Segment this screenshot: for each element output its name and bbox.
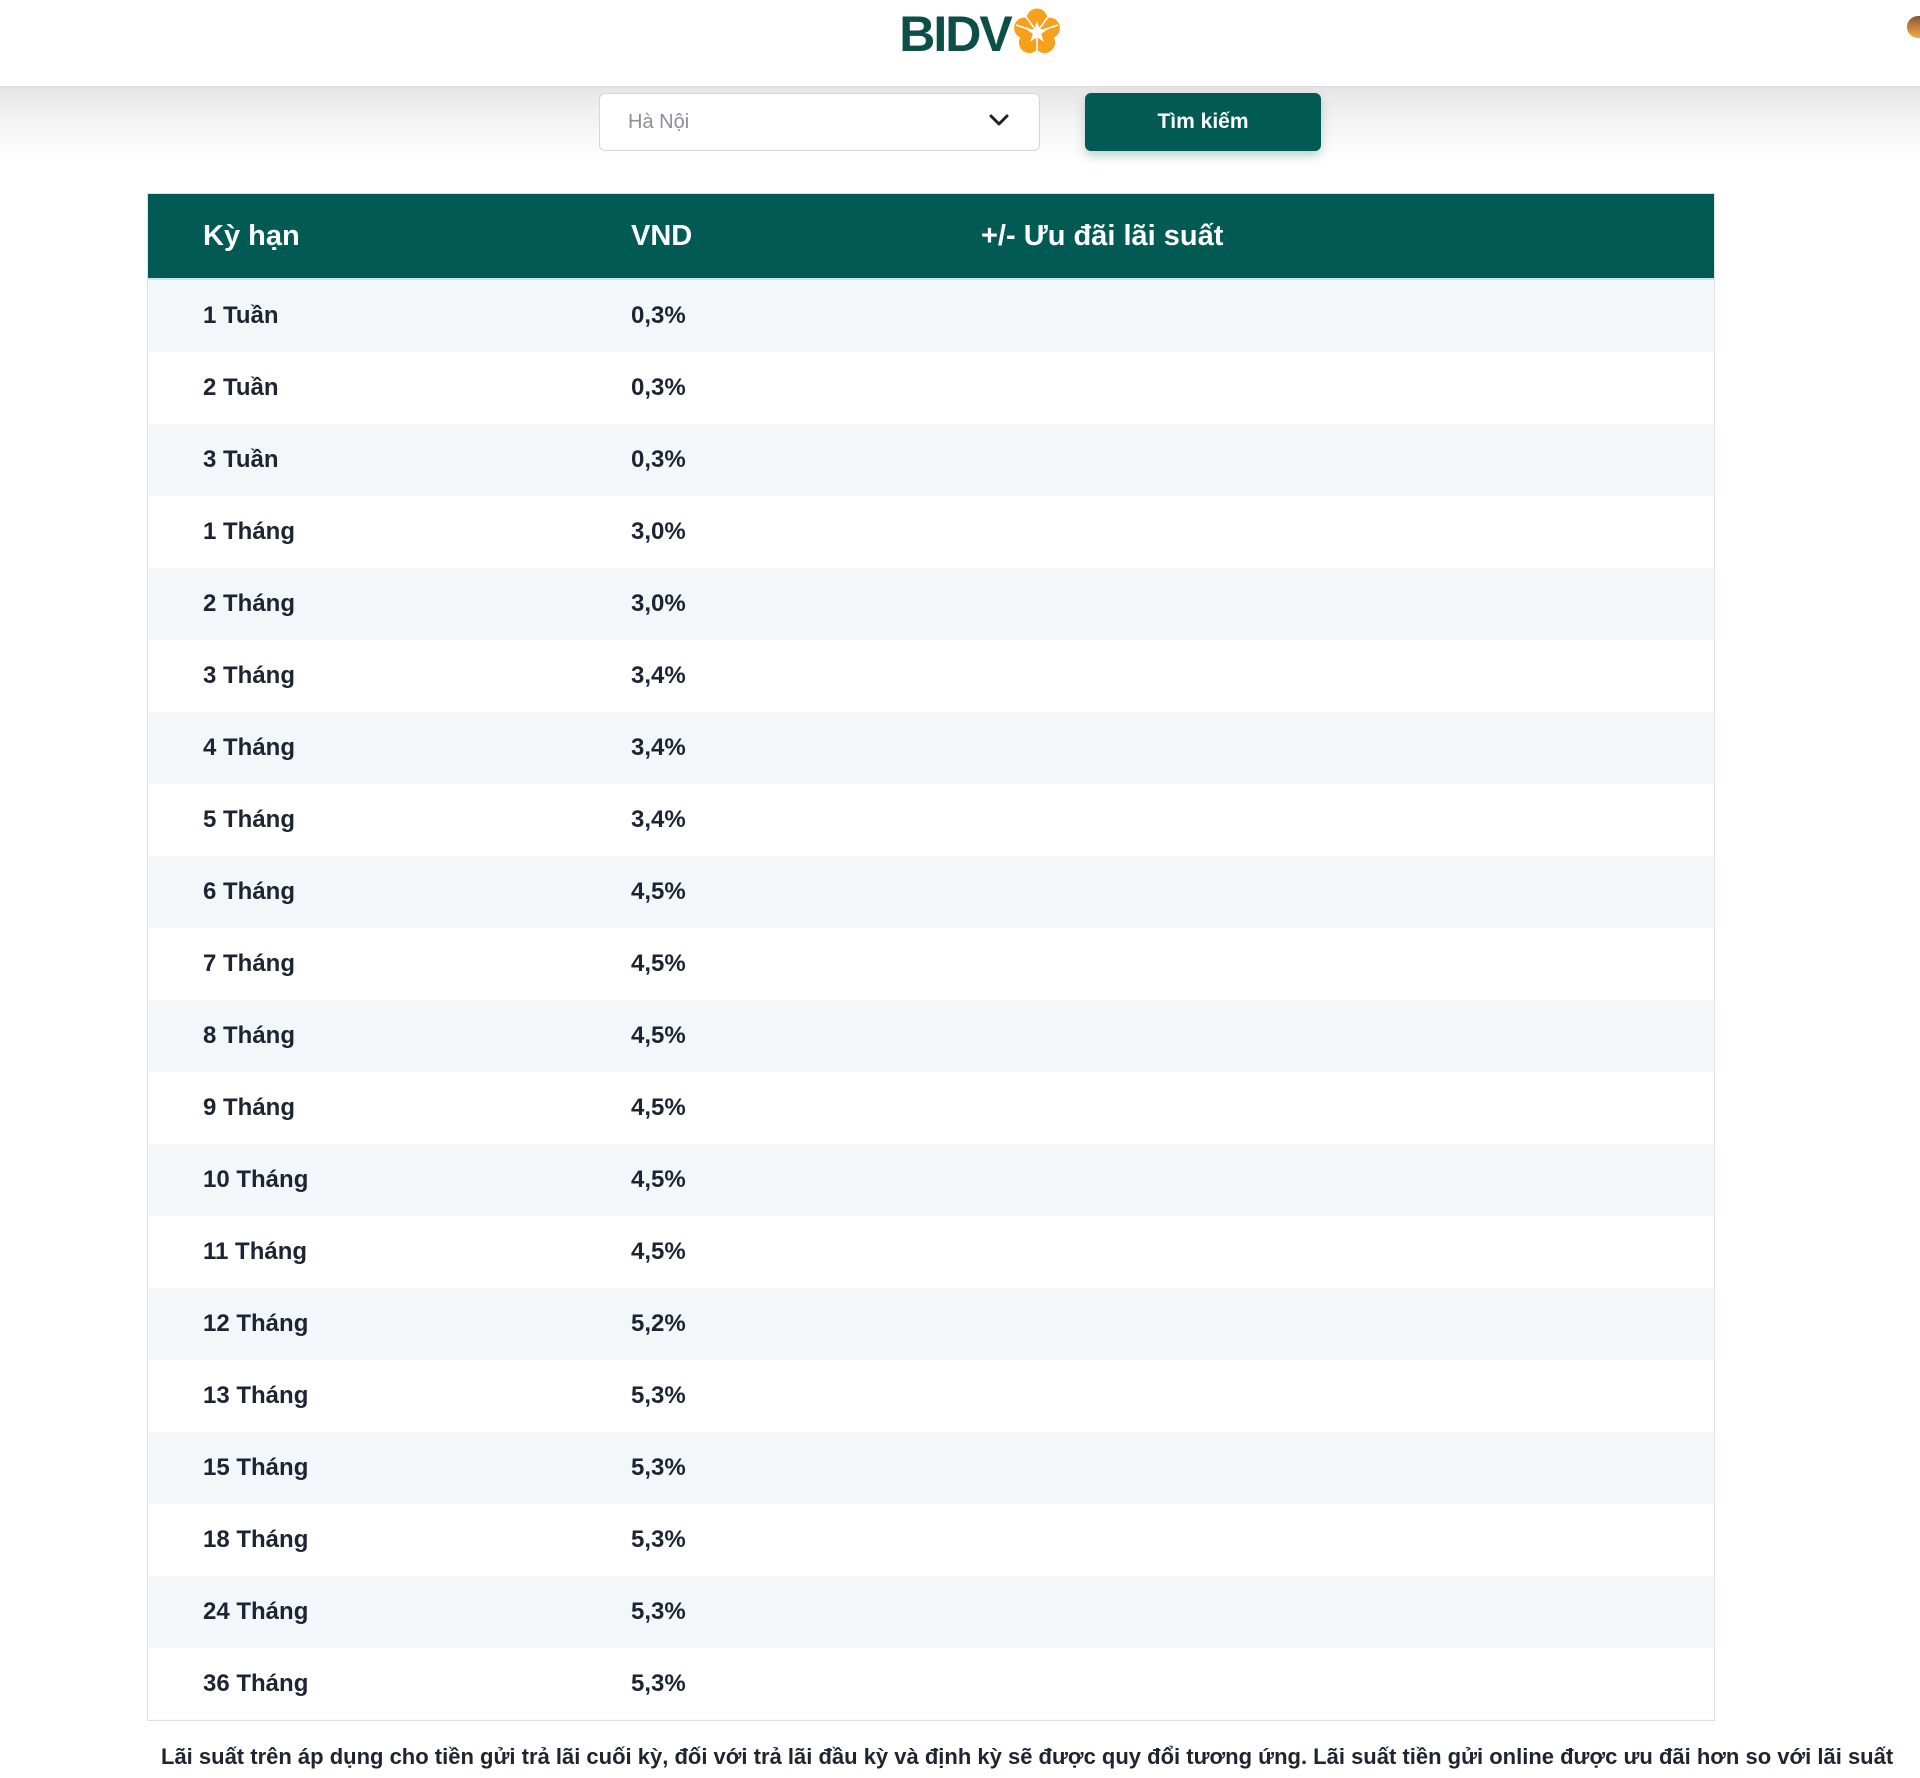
rate-cell: 0,3% [631,446,686,473]
rate-table-row [148,784,1714,856]
rate-cell: 3,4% [631,662,686,689]
rate-table-row [148,1504,1714,1576]
rate-cell: 0,3% [631,302,686,329]
city-dropdown[interactable] [599,93,1040,151]
search-button[interactable]: Tìm kiếm [1085,93,1321,151]
promo-cell [981,856,1714,928]
rate-cell: 5,3% [631,1670,686,1697]
term-cell: 15 Tháng [203,1454,309,1481]
rate-cell: 5,3% [631,1454,686,1481]
promo-cell [981,1648,1714,1720]
rate-table-row [148,1072,1714,1144]
term-cell: 13 Tháng [203,1382,309,1409]
term-cell: 1 Tuần [203,302,279,329]
rate-cell: 5,3% [631,1382,686,1409]
partial-cutoff-icon [1907,16,1920,38]
column-header-vnd: VND [631,194,981,279]
rate-cell: 4,5% [631,1238,686,1265]
top-bar [0,0,1920,87]
rate-table-row [148,424,1714,496]
promo-cell [981,496,1714,568]
search-strip [0,87,1920,160]
column-header-term: Kỳ hạn [148,194,631,279]
rate-table-row [148,1216,1714,1288]
term-cell: 18 Tháng [203,1526,309,1553]
rate-cell: 5,3% [631,1526,686,1553]
term-cell: 4 Tháng [203,734,296,761]
promo-cell [981,928,1714,1000]
rate-table-row [148,928,1714,1000]
promo-cell [981,1072,1714,1144]
rate-table-row [148,568,1714,640]
promo-cell [981,1432,1714,1504]
promo-cell [981,1144,1714,1216]
rate-cell: 3,4% [631,734,686,761]
term-cell: 6 Tháng [203,878,296,905]
rate-table-row [148,856,1714,928]
rate-cell: 3,0% [631,590,686,617]
rate-table [148,194,1714,1720]
rate-cell: 3,4% [631,806,686,833]
rate-cell: 5,2% [631,1310,686,1337]
city-dropdown-value: Hà Nội [628,110,690,133]
rate-table-row [148,1360,1714,1432]
term-cell: 24 Tháng [203,1598,309,1625]
search-controls [599,93,1321,160]
rate-cell: 0,3% [631,374,686,401]
term-cell: 3 Tuần [203,446,279,473]
rate-cell: 3,0% [631,518,686,545]
rate-table-row [148,1000,1714,1072]
term-cell: 2 Tháng [203,590,296,617]
promo-cell [981,784,1714,856]
promo-cell [981,424,1714,496]
rate-table-row [148,1432,1714,1504]
chevron-down-icon [989,113,1009,131]
rate-cell: 4,5% [631,878,686,905]
rate-table-row [148,712,1714,784]
term-cell: 7 Tháng [203,950,296,977]
rate-table-row [148,1576,1714,1648]
term-cell: 8 Tháng [203,1022,296,1049]
term-cell: 12 Tháng [203,1310,309,1337]
rate-cell: 4,5% [631,1094,686,1121]
rate-disclaimer-text: Lãi suất trên áp dụng cho tiền gửi trả lãi cuối kỳ, đối với trả lãi đầu kỳ và định kỳ sẽ được quy đổi tương ứng. Lãi suất tiền gửi online được ưu đãi hơn so với lãi suất [161,1744,1894,1769]
promo-cell [981,1576,1714,1648]
rate-cell: 5,3% [631,1598,686,1625]
bidv-logo-text: BIDV [899,6,1011,62]
promo-cell [981,640,1714,712]
rate-table-container [147,193,1715,1721]
rate-cell: 4,5% [631,1022,686,1049]
promo-cell [981,1360,1714,1432]
term-cell: 9 Tháng [203,1094,296,1121]
promo-cell [981,568,1714,640]
promo-cell [981,712,1714,784]
rate-table-row [148,1648,1714,1720]
promo-cell [981,352,1714,424]
rate-table-body [148,279,1714,1720]
term-cell: 10 Tháng [203,1166,309,1193]
rate-cell: 4,5% [631,950,686,977]
rate-table-row [148,1288,1714,1360]
promo-cell [981,1504,1714,1576]
rate-table-row [148,496,1714,568]
promo-cell [981,1216,1714,1288]
promo-cell [981,279,1714,352]
term-cell: 5 Tháng [203,806,296,833]
bidv-flower-icon [1013,8,1061,61]
rate-table-row [148,1144,1714,1216]
term-cell: 36 Tháng [203,1670,309,1697]
rate-table-row [148,640,1714,712]
column-header-promo: +/- Ưu đãi lãi suất [981,194,1714,279]
term-cell: 3 Tháng [203,662,296,689]
rate-cell: 4,5% [631,1166,686,1193]
rate-table-header-row [148,194,1714,279]
rate-table-row [148,352,1714,424]
rate-table-row [148,279,1714,352]
term-cell: 11 Tháng [203,1238,308,1265]
bidv-logo [899,6,1060,62]
term-cell: 1 Tháng [203,518,296,545]
term-cell: 2 Tuần [203,374,279,401]
promo-cell [981,1288,1714,1360]
promo-cell [981,1000,1714,1072]
